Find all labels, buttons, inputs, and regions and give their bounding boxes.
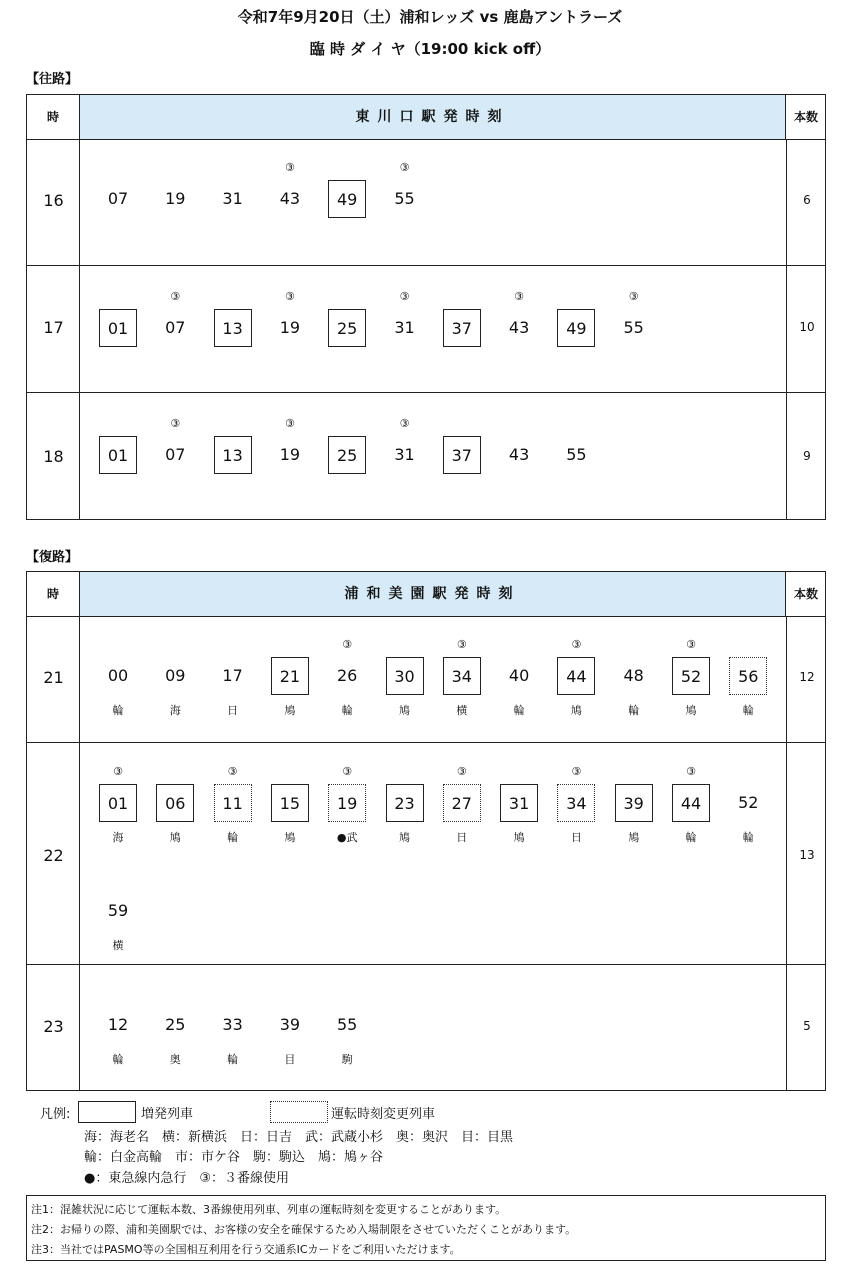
track3-mark xyxy=(614,765,654,779)
departure-minute: 09 xyxy=(165,666,186,685)
departure-minute: 07 xyxy=(165,318,186,337)
departure-minute: 19 xyxy=(279,318,301,337)
changed-train-minute: 19 xyxy=(328,784,366,822)
page-subtitle: 臨 時 ダ イ ヤ（19:00 kick off） xyxy=(309,40,551,58)
changed-train-minute: 56 xyxy=(729,657,767,695)
departure-minute: 25 xyxy=(165,1015,186,1034)
track3-mark: ③ xyxy=(342,765,353,778)
station-header: 東川口駅発時刻 xyxy=(80,95,786,139)
track3-mark xyxy=(213,638,253,652)
track3-mark: ③ xyxy=(113,765,123,778)
track3-mark xyxy=(98,417,138,431)
hour-cell xyxy=(27,266,80,392)
hour-cell xyxy=(27,616,80,742)
track3-mark: ③ xyxy=(514,290,525,303)
destination-abbr: 鳩 xyxy=(399,704,410,717)
hour-label: 18 xyxy=(43,447,64,466)
added-train-minute: 37 xyxy=(443,309,481,347)
hour-label: 17 xyxy=(43,318,64,337)
track3-mark: ③ xyxy=(284,161,295,174)
destination-abbr: 輪 xyxy=(742,831,754,844)
track3-mark xyxy=(442,290,482,304)
departure-minute: 43 xyxy=(279,189,301,208)
hour-cell xyxy=(27,139,80,265)
destination-abbr: 日 xyxy=(227,704,239,717)
hour-label: 22 xyxy=(43,846,64,865)
added-train-minute: 06 xyxy=(156,784,194,822)
departure-minute: 52 xyxy=(738,793,759,812)
departure-minute: 33 xyxy=(222,1015,243,1034)
track3-mark xyxy=(556,290,596,304)
count-cell xyxy=(786,393,826,519)
destination-abbr: 海 xyxy=(169,704,181,717)
added-train-minute: 01 xyxy=(99,436,137,474)
destination-abbr: 目 xyxy=(284,1053,296,1066)
count-cell xyxy=(786,965,826,1090)
added-train-minute: 39 xyxy=(615,784,653,822)
return-timetable xyxy=(26,571,826,1091)
destination-abbr: 鳩 xyxy=(570,704,582,717)
station-header: 浦和美園駅発時刻 xyxy=(80,572,786,616)
destination-abbr: 輪 xyxy=(513,704,525,717)
destination-abbr: 鳩 xyxy=(284,831,296,844)
destination-abbr: 鳩 xyxy=(284,704,296,717)
departure-minute: 31 xyxy=(394,445,415,464)
added-train-minute: 01 xyxy=(99,309,137,347)
departure-minute: 19 xyxy=(279,445,301,464)
train-count: 13 xyxy=(799,848,815,862)
track3-mark: ③ xyxy=(456,765,467,778)
track3-mark: ③ xyxy=(456,638,467,651)
track3-mark: ③ xyxy=(399,417,410,430)
departure-minute: 07 xyxy=(165,445,186,464)
added-train-minute: 52 xyxy=(672,657,710,695)
track3-mark xyxy=(499,765,539,779)
departure-minute: 59 xyxy=(107,901,129,920)
destination-abbr: 輪 xyxy=(227,1053,239,1066)
destination-abbr: 駒 xyxy=(341,1053,353,1066)
destination-abbr: 鳩 xyxy=(399,831,410,844)
legend-added: 増発列車 xyxy=(141,1107,194,1122)
destination-abbr: 輪 xyxy=(742,704,754,717)
return-section-label: 【復路】 xyxy=(26,550,79,565)
track3-mark xyxy=(270,987,310,1001)
added-train-minute: 49 xyxy=(557,309,595,347)
hour-row xyxy=(27,965,825,1090)
track3-mark: ③ xyxy=(571,638,582,651)
added-train-minute: 23 xyxy=(386,784,424,822)
track3-mark: ③ xyxy=(399,161,410,174)
added-train-minute: 31 xyxy=(500,784,538,822)
destination-abbr: 鳩 xyxy=(169,831,181,844)
hour-row xyxy=(27,743,825,965)
track3-mark: ③ xyxy=(628,290,639,303)
departure-minute: 55 xyxy=(337,1015,358,1034)
departure-minute: 26 xyxy=(337,666,358,685)
track3-mark xyxy=(327,987,367,1001)
destination-abbr: ●武 xyxy=(336,831,358,844)
track3-mark xyxy=(499,417,539,431)
track3-mark xyxy=(213,290,253,304)
track3-mark xyxy=(442,417,482,431)
hour-row xyxy=(27,393,825,519)
departure-minute: 43 xyxy=(508,318,530,337)
return-header xyxy=(27,572,825,617)
added-train-minute: 44 xyxy=(557,657,595,695)
track3-mark xyxy=(327,417,367,431)
count-header: 本数 xyxy=(793,110,818,124)
added-train-minute: 34 xyxy=(443,657,481,695)
hour-row xyxy=(27,616,825,743)
outbound-header xyxy=(27,95,825,140)
departure-minute: 07 xyxy=(107,189,129,208)
departure-minute: 55 xyxy=(394,189,415,208)
track3-mark xyxy=(98,161,138,175)
count-cell xyxy=(786,266,826,392)
legend-abbr-2: 輪：白金高輪 市：市ケ谷 駒：駒込 鳩：鳩ヶ谷 xyxy=(84,1150,384,1165)
hour-label: 21 xyxy=(43,668,64,687)
added-train-minute: 21 xyxy=(271,657,309,695)
track3-mark xyxy=(98,638,138,652)
track3-mark: ③ xyxy=(170,417,181,430)
track3-mark xyxy=(327,161,367,175)
train-count: 5 xyxy=(803,1019,811,1033)
destination-abbr: 輪 xyxy=(685,831,697,844)
added-train-minute: 44 xyxy=(672,784,710,822)
outbound-section-label: 【往路】 xyxy=(26,72,79,87)
track3-mark xyxy=(155,765,195,779)
track3-mark xyxy=(270,638,310,652)
track3-mark xyxy=(98,987,138,1001)
departure-minute: 55 xyxy=(623,318,644,337)
destination-abbr: 鳩 xyxy=(513,831,525,844)
train-count: 9 xyxy=(803,449,811,463)
hour-row xyxy=(27,266,825,393)
track3-mark xyxy=(499,638,539,652)
count-cell xyxy=(786,743,826,964)
destination-abbr: 奥 xyxy=(169,1053,181,1066)
changed-train-minute: 27 xyxy=(443,784,481,822)
train-count: 10 xyxy=(799,320,815,334)
legend-changed: 運転時刻変更列車 xyxy=(331,1107,436,1122)
hour-row xyxy=(27,139,825,266)
note-2: 注2：お帰りの際、浦和美園駅では、お客様の安全を確保するため入場制限をさせていただくことがあります。 xyxy=(31,1223,577,1236)
departure-minute: 12 xyxy=(107,1015,129,1034)
departure-minute: 17 xyxy=(222,666,243,685)
destination-abbr: 輪 xyxy=(112,704,124,717)
track3-mark xyxy=(98,873,138,887)
track3-mark: ③ xyxy=(686,638,696,651)
track3-mark xyxy=(728,765,768,779)
track3-mark: ③ xyxy=(170,290,181,303)
hour-header: 時 xyxy=(27,95,80,139)
track3-mark xyxy=(385,765,425,779)
departure-minute: 31 xyxy=(394,318,415,337)
hour-label: 16 xyxy=(43,191,64,210)
departure-minute: 31 xyxy=(222,189,243,208)
added-train-swatch xyxy=(78,1101,136,1123)
track3-mark: ③ xyxy=(342,638,353,651)
changed-train-minute: 11 xyxy=(214,784,252,822)
legend-abbr-3: ●：東急線内急行 ③：３番線使用 xyxy=(84,1171,289,1186)
track3-mark: ③ xyxy=(399,290,410,303)
track3-mark xyxy=(728,638,768,652)
track3-mark xyxy=(385,638,425,652)
departure-minute: 00 xyxy=(107,666,129,685)
legend-abbr-1: 海：海老名 横：新横浜 日：日吉 武：武蔵小杉 奥：奥沢 目：目黒 xyxy=(84,1130,514,1145)
added-train-minute: 13 xyxy=(214,436,252,474)
notes-box xyxy=(26,1195,826,1261)
train-count: 6 xyxy=(803,193,811,207)
track3-mark xyxy=(155,987,195,1001)
track3-mark xyxy=(213,417,253,431)
destination-abbr: 輪 xyxy=(628,704,640,717)
destination-abbr: 鳩 xyxy=(685,704,697,717)
destination-abbr: 海 xyxy=(112,831,124,844)
destination-abbr: 輪 xyxy=(112,1053,124,1066)
track3-mark xyxy=(270,765,310,779)
departure-minute: 39 xyxy=(279,1015,301,1034)
note-1: 注1：混雑状況に応じて運転本数、3番線使用列車、列車の運転時刻を変更することがあります。 xyxy=(31,1203,507,1216)
count-cell xyxy=(786,139,826,265)
destination-abbr: 鳩 xyxy=(628,831,640,844)
track3-mark: ③ xyxy=(686,765,696,778)
destination-abbr: 輪 xyxy=(227,831,239,844)
departure-minute: 43 xyxy=(508,445,530,464)
added-train-minute: 13 xyxy=(214,309,252,347)
departure-minute: 48 xyxy=(623,666,644,685)
track3-mark xyxy=(614,638,654,652)
departure-minute: 55 xyxy=(566,445,587,464)
hour-cell xyxy=(27,965,80,1090)
destination-abbr: 日 xyxy=(456,831,468,844)
page-title: 令和7年9月20日（土）浦和レッズ vs 鹿島アントラーズ xyxy=(237,8,623,26)
track3-mark: ③ xyxy=(284,290,295,303)
track3-mark: ③ xyxy=(284,417,295,430)
added-train-minute: 01 xyxy=(99,784,137,822)
legend-label: 凡例: xyxy=(40,1107,71,1122)
added-train-minute: 37 xyxy=(443,436,481,474)
changed-train-minute: 34 xyxy=(557,784,595,822)
added-train-minute: 15 xyxy=(271,784,309,822)
track3-mark xyxy=(155,638,195,652)
destination-abbr: 横 xyxy=(456,704,468,717)
hour-label: 23 xyxy=(43,1017,64,1036)
hour-cell xyxy=(27,743,80,964)
destination-abbr: 横 xyxy=(112,939,124,952)
count-header: 本数 xyxy=(793,587,818,601)
departure-minute: 19 xyxy=(165,189,186,208)
track3-mark xyxy=(98,290,138,304)
track3-mark xyxy=(327,290,367,304)
destination-abbr: 輪 xyxy=(341,704,353,717)
added-train-minute: 25 xyxy=(328,309,366,347)
added-train-minute: 30 xyxy=(386,657,424,695)
added-train-minute: 49 xyxy=(328,180,366,218)
track3-mark xyxy=(213,161,253,175)
note-3: 注3：当社ではPASMO等の全国相互利用を行う交通系ICカードをご利用いただけます。 xyxy=(31,1243,461,1256)
count-cell xyxy=(786,616,826,742)
departure-minute: 40 xyxy=(508,666,530,685)
track3-mark: ③ xyxy=(571,765,582,778)
hour-header: 時 xyxy=(27,572,80,616)
changed-train-swatch xyxy=(270,1101,328,1123)
hour-cell xyxy=(27,393,80,519)
destination-abbr: 日 xyxy=(570,831,582,844)
track3-mark xyxy=(213,987,253,1001)
train-count: 12 xyxy=(799,670,815,684)
track3-mark: ③ xyxy=(227,765,238,778)
outbound-timetable xyxy=(26,94,826,520)
added-train-minute: 25 xyxy=(328,436,366,474)
track3-mark xyxy=(155,161,195,175)
track3-mark xyxy=(556,417,596,431)
